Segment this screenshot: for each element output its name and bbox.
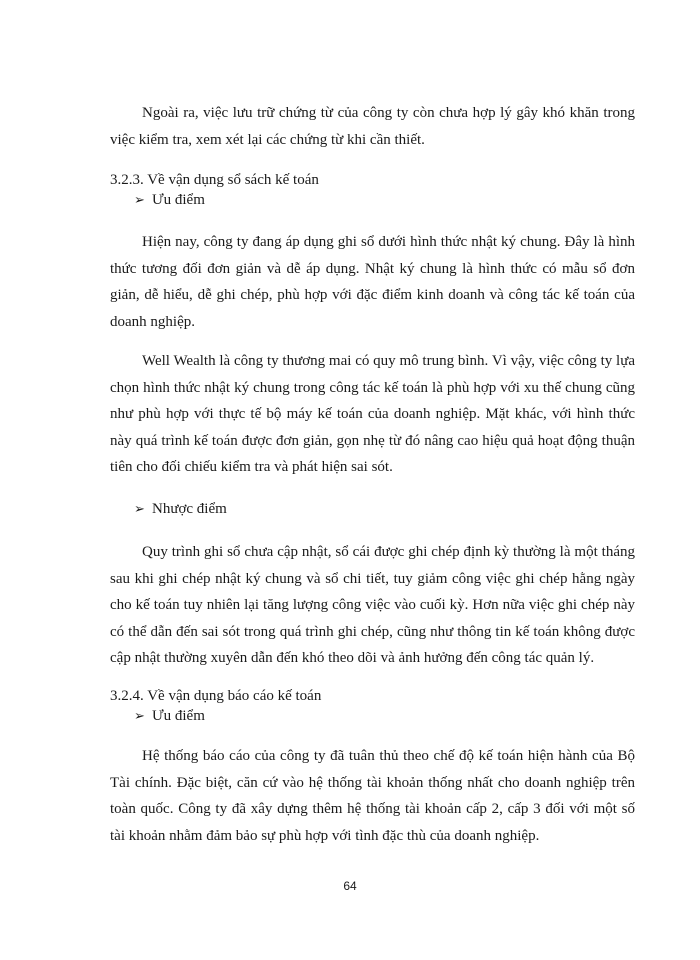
arrowhead-bullet-icon: ➢ — [134, 193, 145, 208]
heading-3-2-3: 3.2.3. Về vận dụng sổ sách kế toán — [110, 172, 319, 188]
bullet-label: Nhược điểm — [152, 501, 227, 517]
paragraph-journal-form: Hiện nay, công ty đang áp dụng ghi sổ dưới hình thức nhật ký chung. Đây là hình thức tương đối đơn giản và dễ áp dụng. Nhật ký chung là hình thức có mẫu sổ đơn giản, dễ hiểu, dễ ghi chép, phù hợp với đặc điểm kinh doanh và công tác kế toán của doanh nghiệp. — [110, 234, 635, 330]
bullet-label: Ưu điểm — [152, 192, 205, 208]
bullet-disadvantages — [134, 499, 227, 520]
paragraph-recording-process: Quy trình ghi sổ chưa cập nhật, sổ cái được ghi chép định kỳ thường là một tháng sau khi ghi chép nhật ký chung và sổ chi tiết, tuy giảm công việc ghi chép hằng ngày cho kế toán tuy nhiên lại tăng lượng công việc vào cuối kỳ. Hơn nữa việc ghi chép này có thể dẫn đến sai sót trong quá trình ghi chép, cũng như thông tin kế toán không được cập nhật thường xuyên dẫn đến khó theo dõi và ảnh hưởng đến công tác quản lý. — [110, 544, 635, 666]
arrowhead-bullet-icon: ➢ — [134, 502, 145, 517]
paragraph-reporting-system: Hệ thống báo cáo của công ty đã tuân thủ theo chế độ kế toán hiện hành của Bộ Tài chính. Đặc biệt, căn cứ vào hệ thống tài khoản thống nhất cho doanh nghiệp trên toàn quốc. Công ty đã xây dựng thêm hệ thống tài khoản cấp 2, cấp 3 đối với một số tài khoản nhằm đảm bảo sự phù hợp với tình đặc thù của doanh nghiệp. — [110, 748, 635, 844]
paragraph-storage: Ngoài ra, việc lưu trữ chứng từ của công ty còn chưa hợp lý gây khó khăn trong việc kiểm tra, xem xét lại các chứng từ khi cần thiết. — [110, 105, 635, 148]
bullet-label: Ưu điểm — [152, 708, 205, 724]
bullet-advantages-1 — [134, 190, 205, 211]
page-number: 64 — [343, 879, 357, 893]
heading-3-2-4: 3.2.4. Về vận dụng báo cáo kế toán — [110, 688, 322, 704]
arrowhead-bullet-icon: ➢ — [134, 709, 145, 724]
paragraph-well-wealth: Well Wealth là công ty thương mai có quy mô trung bình. Vì vậy, việc công ty lựa chọn hình thức nhật ký chung trong công tác kế toán là phù hợp với xu thế chung cũng như phù hợp với thực tế bộ máy kế toán của doanh nghiệp. Mặt khác, với hình thức này quá trình kế toán được đơn giản, gọn nhẹ từ đó nâng cao hiệu quả hoạt động thuận tiên cho đối chiếu kiểm tra và phát hiện sai sót. — [110, 353, 635, 475]
bullet-advantages-2 — [134, 706, 205, 727]
